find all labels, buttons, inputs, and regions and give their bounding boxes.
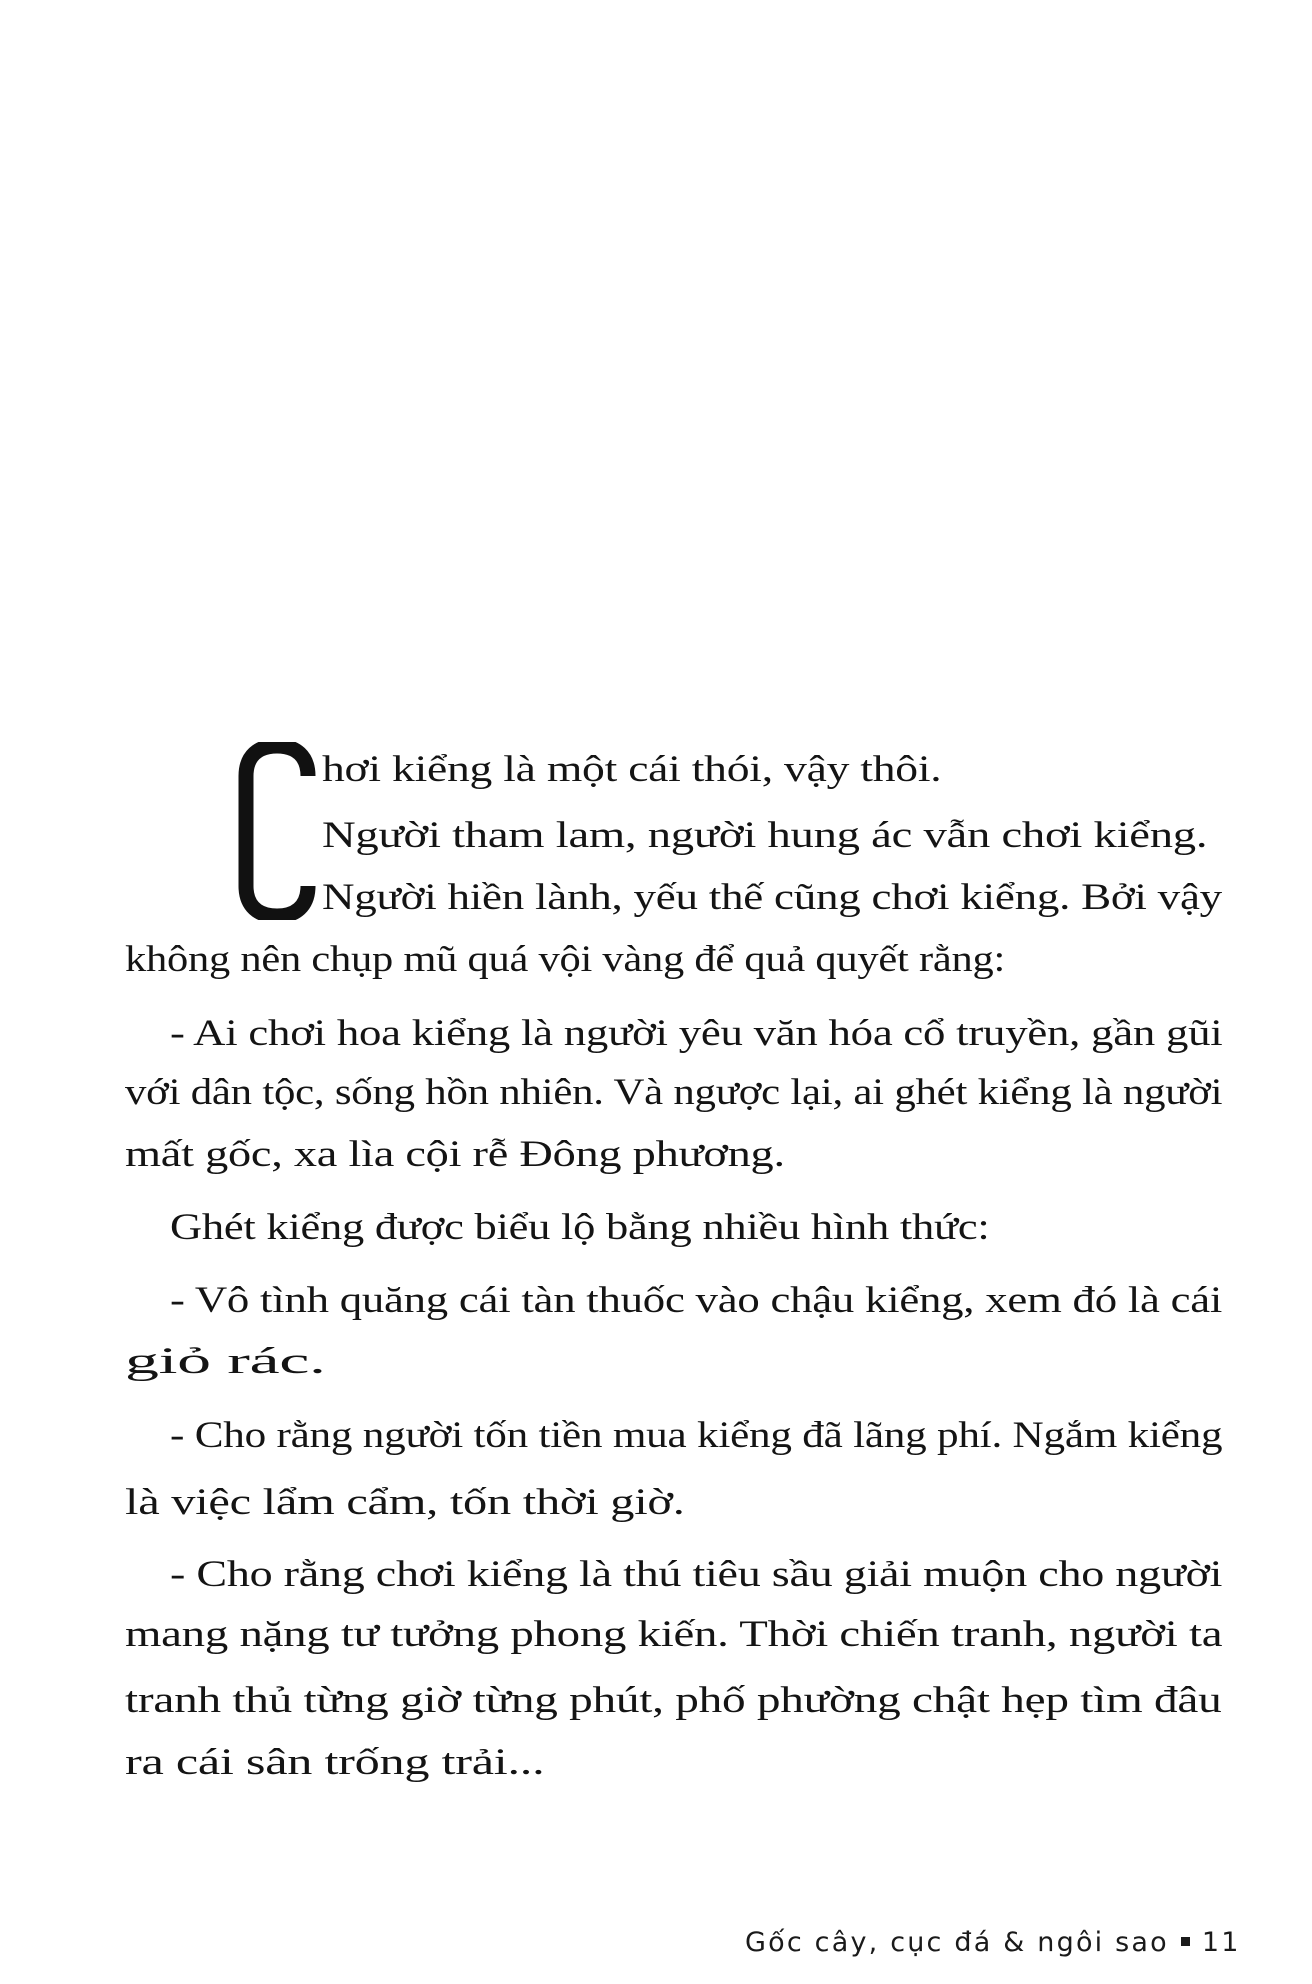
paragraph-3-line-2: không nên chụp mũ quá vội vàng để quả quyết rằng:	[125, 939, 1006, 980]
paragraph-8-line-4: ra cái sân trống trải...	[125, 1742, 545, 1783]
paragraph-8-line-1: - Cho rằng chơi kiểng là thú tiêu sầu giải muộn cho người	[170, 1554, 1223, 1595]
paragraph-6-line-2: giỏ rác.	[125, 1341, 326, 1382]
square-bullet-icon	[1181, 1937, 1190, 1946]
book-title: Gốc cây, cục đá & ngôi sao	[745, 1927, 1169, 1958]
page-number: 11	[1201, 1927, 1241, 1958]
paragraph-4-line-2: với dân tộc, sống hồn nhiên. Và ngược lại, ai ghét kiểng là người	[125, 1072, 1223, 1113]
paragraph-1-line-1: hơi kiểng là một cái thói, vậy thôi.	[322, 749, 942, 790]
paragraph-4-line-1: - Ai chơi hoa kiểng là người yêu văn hóa cổ truyền, gần gũi	[170, 1013, 1223, 1054]
paragraph-5-line-1: Ghét kiểng được biểu lộ bằng nhiều hình thức:	[170, 1207, 990, 1248]
running-footer	[745, 1925, 1241, 1961]
paragraph-8-line-2: mang nặng tư tưởng phong kiến. Thời chiến tranh, người ta	[125, 1614, 1223, 1655]
paragraph-6-line-1: - Vô tình quăng cái tàn thuốc vào chậu kiểng, xem đó là cái	[170, 1280, 1223, 1321]
drop-cap-c	[238, 742, 316, 920]
paragraph-2-line-1: Người tham lam, người hung ác vẫn chơi kiểng.	[322, 815, 1208, 856]
paragraph-4-line-3: mất gốc, xa lìa cội rễ Đông phương.	[125, 1134, 785, 1175]
paragraph-3-line-1: Người hiền lành, yếu thế cũng chơi kiểng. Bởi vậy	[322, 877, 1222, 918]
paragraph-7-line-2: là việc lẩm cẩm, tốn thời giờ.	[125, 1482, 685, 1523]
paragraph-7-line-1: - Cho rằng người tốn tiền mua kiểng đã lãng phí. Ngắm kiểng	[170, 1415, 1223, 1456]
paragraph-8-line-3: tranh thủ từng giờ từng phút, phố phường chật hẹp tìm đâu	[125, 1680, 1222, 1721]
